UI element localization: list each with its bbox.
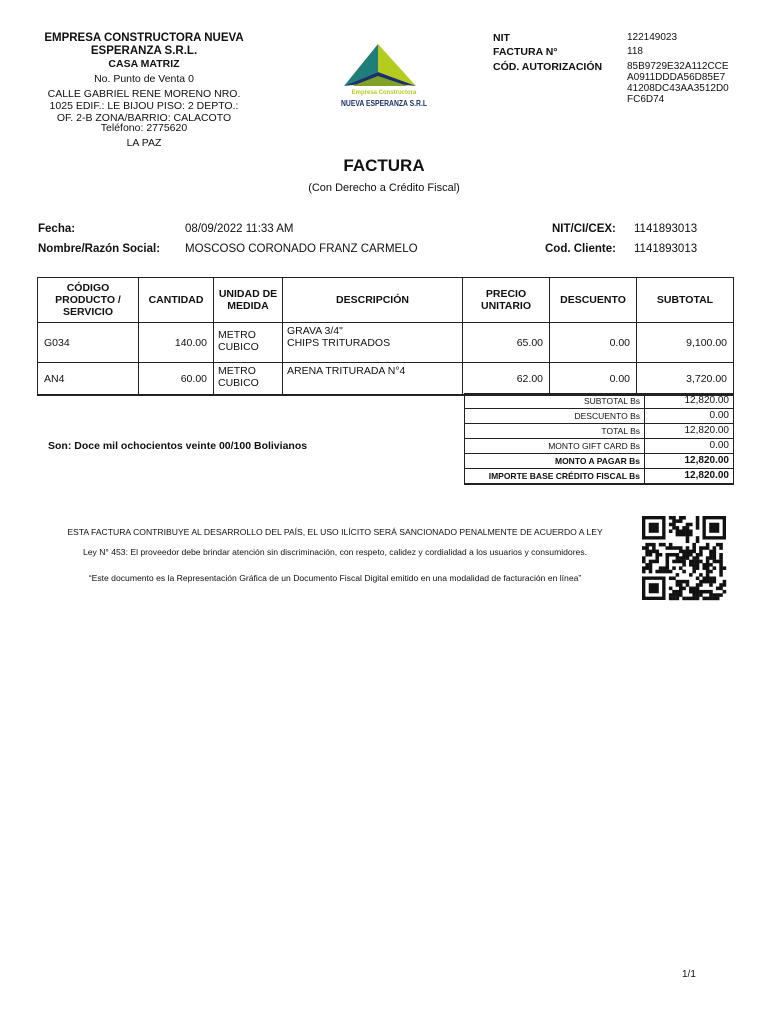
invoice-number-value: 118 [627, 46, 643, 57]
address-line1: CALLE GABRIEL RENE MORENO NRO. [47, 88, 241, 100]
row-unit-price: 65.00 [463, 323, 550, 363]
items-table [37, 277, 734, 396]
row-code: G034 [38, 323, 139, 363]
customer-name-value: MOSCOSO CORONADO FRANZ CARMELO [185, 243, 418, 255]
header-discount: DESCUENTO [550, 278, 637, 323]
company-logo [338, 42, 430, 112]
header-code-line: PRODUCTO / [55, 294, 121, 306]
page-number: 1/1 [682, 969, 696, 980]
totals-label: MONTO GIFT CARD Bs [465, 439, 645, 454]
auth-code-label: CÓD. AUTORIZACIÓN [493, 61, 603, 73]
address-line2: 1025 EDIF.: LE BIJOU PISO: 2 DEPTO.: [49, 100, 239, 112]
customer-nit-value: 1141893013 [634, 223, 698, 235]
client-code-value: 1141893013 [634, 243, 698, 255]
auth-code-line: A0911DDDA56D85E7 [627, 72, 726, 83]
row-description [283, 323, 463, 363]
header-code-line: SERVICIO [63, 306, 113, 318]
legal-notice-3: “Este documento es la Representación Gráfica de un Documento Fiscal Digital emitido en una modalidad de facturación en línea” [88, 573, 582, 583]
date-value: 08/09/2022 11:33 AM [185, 223, 294, 235]
company-branch: CASA MATRIZ [108, 58, 180, 70]
row-code: AN4 [38, 363, 139, 396]
row-description [283, 363, 463, 396]
auth-code-value [627, 61, 729, 105]
row-unit-line: CUBICO [218, 341, 259, 353]
auth-code-line: 41208DC43AA3512D0 [627, 83, 729, 94]
date-label: Fecha: [38, 223, 76, 235]
row-description-line: ARENA TRITURADA N°4 [287, 365, 406, 377]
totals-table [464, 393, 734, 485]
legal-notice-2: Ley N° 453: El proveedor debe brindar atención sin discriminación, con respeto, calidez y cordialidad a los usuarios y consumidores. [82, 547, 588, 557]
totals-row [465, 424, 734, 439]
auth-code-line: 85B9729E32A112CCE [627, 61, 729, 72]
totals-row [465, 439, 734, 454]
row-subtotal: 9,100.00 [637, 323, 734, 363]
header-unit-line: MEDIDA [227, 300, 269, 312]
point-of-sale: No. Punto de Venta 0 [94, 73, 194, 85]
amount-in-words: Son: Doce mil ochocientos veinte 00/100 Bolivianos [48, 440, 308, 452]
company-phone: Teléfono: 2775620 [100, 122, 188, 134]
totals-value: 0.00 [645, 439, 734, 454]
totals-label: SUBTOTAL Bs [465, 394, 645, 409]
header-price-line: PRECIO [485, 288, 527, 300]
company-block [36, 32, 252, 149]
invoice-number-label: FACTURA N° [493, 46, 558, 58]
totals-row [465, 394, 734, 409]
table-row [38, 363, 734, 396]
header-unit-price [463, 278, 550, 323]
header-description: DESCRIPCIÓN [283, 278, 463, 323]
header-code [38, 278, 139, 323]
customer-name-label: Nombre/Razón Social: [38, 243, 161, 255]
header-price-line: UNITARIO [481, 300, 531, 312]
totals-row [465, 409, 734, 424]
customer-nit-label: NIT/CI/CEX: [552, 223, 616, 235]
legal-notice-1: ESTA FACTURA CONTRIBUYE AL DESARROLLO DEL PAÍS, EL USO ILÍCITO SERÁ SANCIONADO PENALMENTE DE ACUERDO A LEY [67, 527, 603, 537]
client-code-label: Cod. Cliente: [545, 243, 616, 255]
row-subtotal: 3,720.00 [637, 363, 734, 396]
row-unit-line: CUBICO [218, 377, 259, 389]
row-description-line: CHIPS TRITURADOS [287, 337, 391, 349]
logo-name: NUEVA ESPERANZA S.R.L [341, 98, 427, 108]
row-discount: 0.00 [550, 323, 637, 363]
header-code-line: CÓDIGO [66, 282, 110, 294]
logo-tagline: Empresa Constructora [351, 90, 417, 96]
table-header-row [38, 278, 734, 323]
totals-value: 12,820.00 [645, 469, 734, 485]
totals-label: DESCUENTO Bs [465, 409, 645, 424]
qr-code-icon [642, 516, 726, 600]
qr-code-graphic [642, 516, 726, 600]
address-line3: OF. 2-B ZONA/BARRIO: CALACOTO [56, 112, 232, 124]
totals-row-tax-base [465, 469, 734, 485]
header-subtotal: SUBTOTAL [637, 278, 734, 323]
totals-value: 0.00 [645, 409, 734, 424]
totals-value: 12,820.00 [645, 424, 734, 439]
row-quantity: 140.00 [139, 323, 214, 363]
row-unit [214, 323, 283, 363]
nit-label: NIT [493, 32, 510, 44]
row-description-line: GRAVA 3/4" [287, 325, 343, 337]
header-quantity: CANTIDAD [139, 278, 214, 323]
row-unit-line: METRO [218, 365, 256, 377]
row-quantity: 60.00 [139, 363, 214, 396]
totals-row-amount-due [465, 454, 734, 469]
company-name-line2: ESPERANZA S.R.L. [90, 45, 198, 57]
row-unit-price: 62.00 [463, 363, 550, 396]
totals-label: IMPORTE BASE CRÉDITO FISCAL Bs [465, 469, 645, 485]
company-name-line1: EMPRESA CONSTRUCTORA NUEVA [44, 32, 244, 44]
auth-code-line: FC6D74 [627, 94, 665, 105]
company-city: LA PAZ [126, 137, 162, 149]
document-title: FACTURA [343, 156, 425, 175]
row-unit [214, 363, 283, 396]
header-unit [214, 278, 283, 323]
row-discount: 0.00 [550, 363, 637, 396]
totals-value: 12,820.00 [645, 454, 734, 469]
table-row [38, 323, 734, 363]
logo-mountain-icon [338, 42, 430, 112]
nit-value: 122149023 [627, 32, 678, 43]
totals-label: MONTO A PAGAR Bs [465, 454, 645, 469]
totals-label: TOTAL Bs [465, 424, 645, 439]
totals-value: 12,820.00 [645, 394, 734, 409]
document-subtitle: (Con Derecho a Crédito Fiscal) [308, 182, 460, 194]
header-unit-line: UNIDAD DE [218, 288, 278, 300]
row-unit-line: METRO [218, 329, 256, 341]
